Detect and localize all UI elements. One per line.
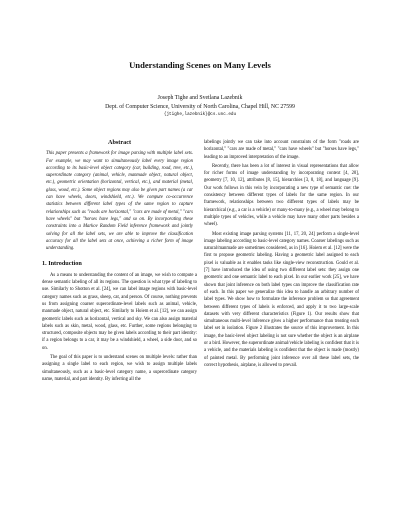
abstract-heading: Abstract (107, 139, 132, 146)
paper-title: Understanding Scenes on Many Levels (129, 60, 271, 70)
right-column (204, 139, 359, 369)
author-email: {jtighe,lazebnik}@cs.unc.edu (163, 112, 237, 118)
intro-paragraph-1: As a means to understanding the content of an image, we wish to compute a dense semantic labeling of all its regions. The question is what type of labeling to use. Similarly to Shotton et al. [24], we can label image regions with basic-level category names such as grass, sheep, cat, and person. Of course, nothing prevents us from assigning coarser superordinate-level labels such as animal, vehicle, manmade object, natural object, etc. Similarly to Hoiem et al. [12], we can assign geometric labels such as horizontal, vertical and sky. We can also assign material labels such as skin, metal, wood, glass, etc. Further, some regions belonging to structured, composite objects may be given labels according to their part identity: if a region belongs to a car, it may be a windshield, a wheel, a side door, and so on. (42, 272, 197, 351)
author-affiliation: Dept. of Computer Science, University of North Carolina, Chapel Hill, NC 27599 (105, 103, 295, 110)
abstract-text: This paper presents a framework for image parsing with multiple label sets. For example, we may want to simultaneously label every image region according to its basic-level object category (car, building, road, tree, etc.), superordinate category (animal, vehicle, manmade object, natural object, etc.), geometric orientation (horizontal, vertical, etc.), and material (metal, glass, wood, etc.). Some object regions may also be given part names (a car can have wheels, doors, windshield, etc.). We compute co-occurrence statistics between different label types of the same region to capture relationships such as "roads are horizontal," "cars are made of metal," "cars have wheels" but "horses have legs," and so on. By incorporating these constraints into a Markov Random Field inference framework and jointly solving for all the label sets, we are able to improve the classification accuracy for all the label sets at once, achieving a richer form of image understanding. (46, 151, 193, 252)
author-names: Joseph Tighe and Svetlana Lazebnik (157, 95, 243, 101)
intro-paragraph-3: labelings jointly we can take into account constraints of the form "roads are horizontal," "cars are made of metal," "cars have wheels" but "horses have legs," leading to an improved interpretation of the image. (204, 140, 359, 160)
left-column (42, 139, 197, 383)
author-block (0, 94, 400, 120)
intro-paragraph-2: The goal of this paper is to understand scenes on multiple levels: rather than assigning a single label to each region, we wish to assign multiple labels simultaneously, such as a basic-level category name, a superordinate category name, material, and part identity. By inferring all the (42, 355, 197, 382)
section-introduction-heading: 1. Introduction (42, 260, 82, 268)
intro-paragraph-4: Recently, there has been a lot of interest in visual representations that allow for richer forms of image understanding by incorporating context [4, 20], geometry [7, 10, 12], attributes [8, 15], hierarchies [3, 8, 18], and language [9]. Our work follows in this vein by incorporating a new type of semantic cue: the consistency between different types of labels for the same region. In our framework, relationships between two different types of labels may be hierarchical (e.g., a car is a vehicle) or many-to-many (e.g., a wheel may belong to multiple types of vehicles, while a vehicle may have many other parts besides a wheel). (204, 163, 359, 228)
intro-paragraph-5: Most existing image parsing systems [11, 17, 20, 24] perform a single-level image labeling according to basic-level category names. Coarser labelings such as natural/manmade are sometimes considered, as in [16]. Hoiem et al. [12] were the first to propose geometric labeling. Having a geometric label assigned to each pixel is valuable as it enables tasks like single-view reconstruction. Gould et al. [7] have introduced the idea of using two different label sets: they assign one geometric and one semantic label to each pixel. In our earlier work [25], we have shown that joint inference on both label types can improve the classification rate of each. In this paper we generalize this idea to handle an arbitrary number of label types. We show how to formulate the inference problem so that agreement between different types of labels is enforced, and apply it to two large-scale datasets with very different characteristics (Figure 1). Our results show that simultaneous multi-level inference gives a higher performance than treating each label set in isolation. Figure 2 illustrates the source of this improvement. In this image, the basic-level object labeling is not sure whether the object is an airplane or a bird. However, the superordinate animal/vehicle labeling is confident that it is a vehicle, and the materials labeling is confident that the object is made (mostly) of painted metal. By performing joint inference over all these label sets, the correct hypothesis, airplane, is allowed to prevail. (204, 231, 359, 368)
